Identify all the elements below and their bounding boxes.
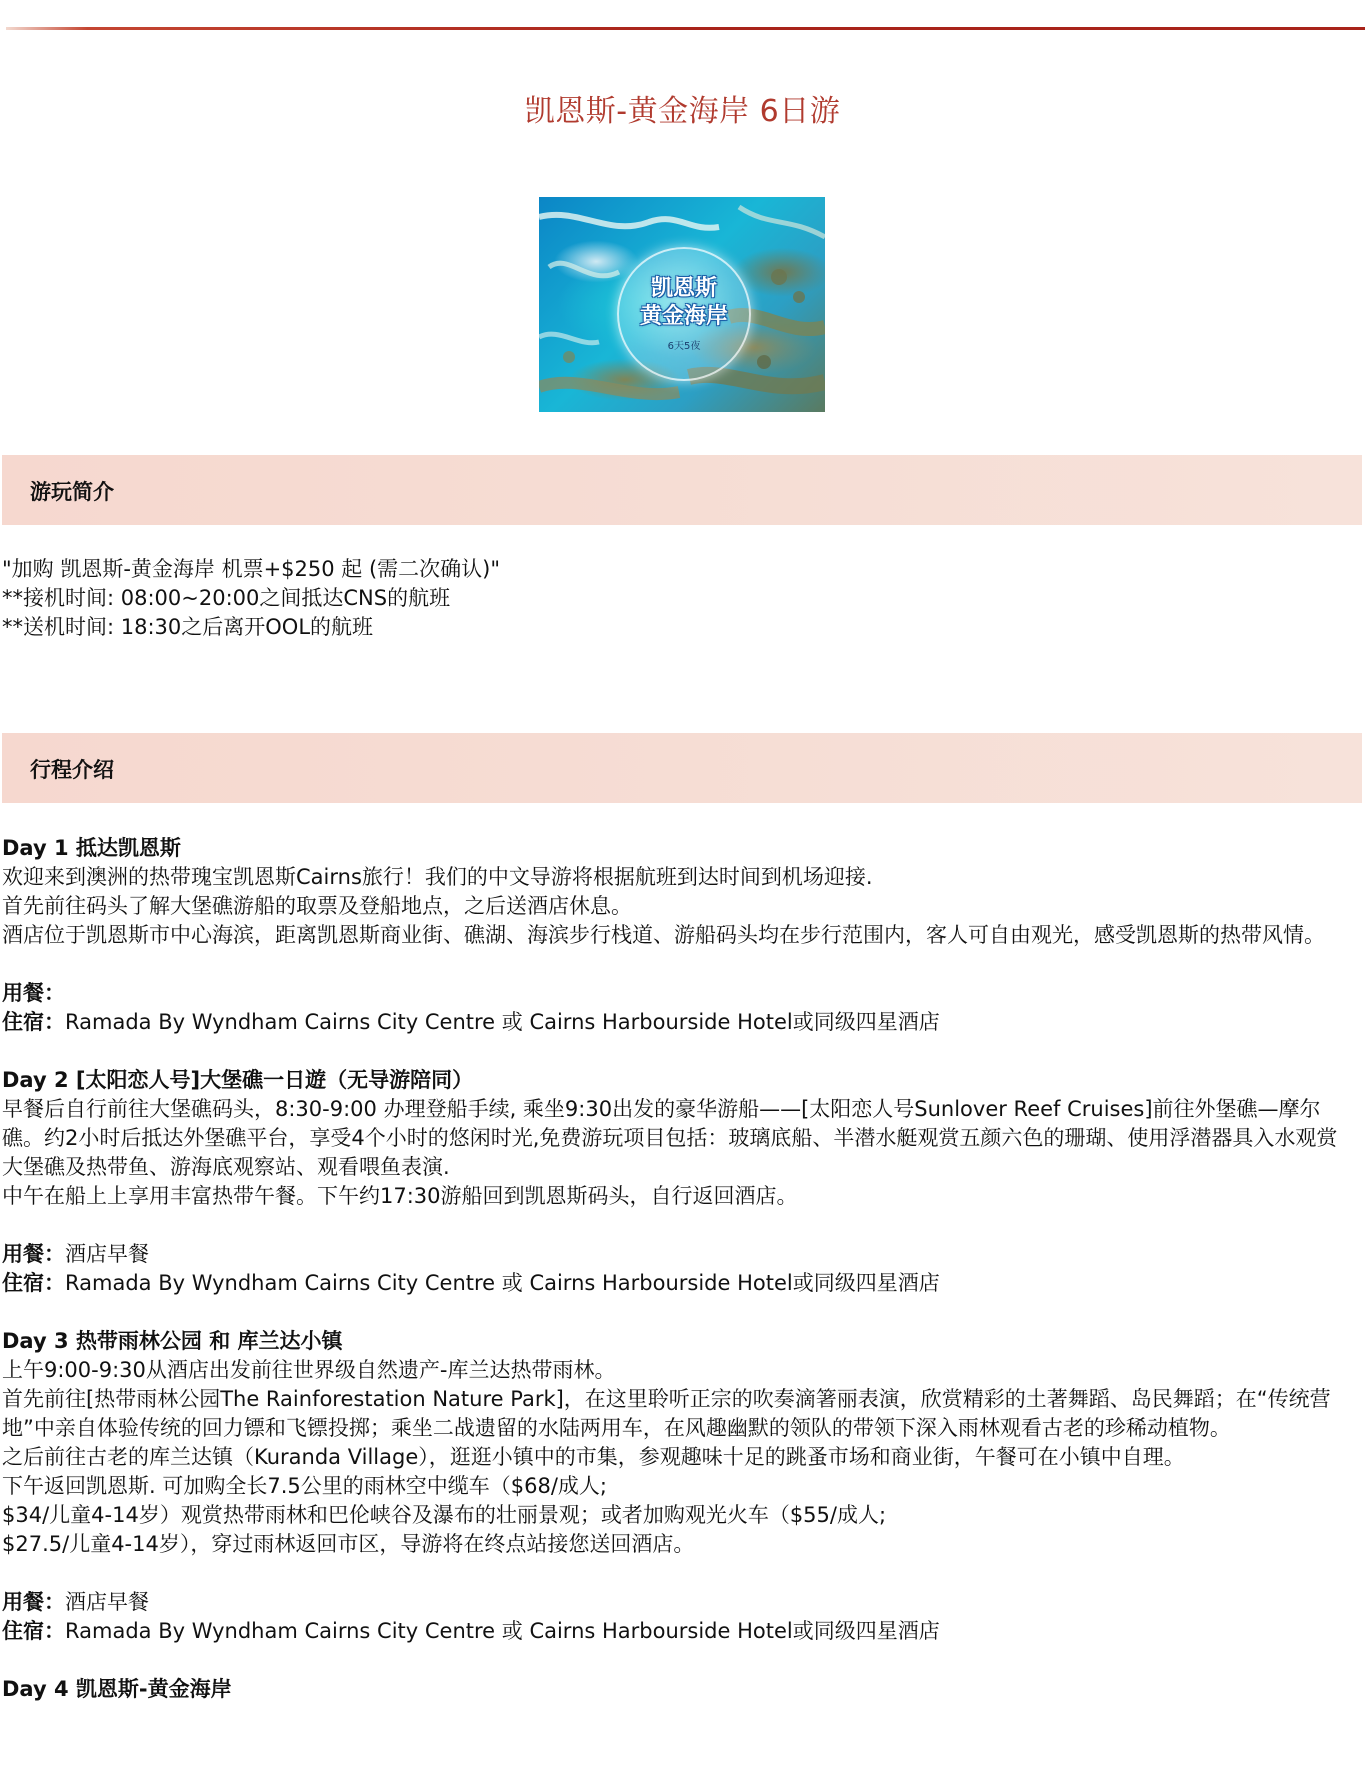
day-paragraph: 早餐后自行前往大堡礁码头，8:30-9:00 办理登船手续, 乘坐9:30出发的豪华游船——[太阳恋人号Sunlover Reef Cruises]前往外堡礁—摩尔礁。约2小时后抵达外堡礁平台，享受4个小时的悠闲时光,免费游玩项目包括：玻璃底船、半潜水艇观赏五颜六色的珊瑚、使用浮潜器具入水观赏大堡礁及热带鱼、游海底观察站、观看喂鱼表演.	[2, 1097, 1338, 1179]
stay-row	[2, 1008, 1342, 1037]
overview-line: "加购 凯恩斯-黄金海岸 机票+$250 起 (需二次确认)"	[2, 557, 501, 581]
day-paragraph: 之后前往古老的库兰达镇（Kuranda Village），逛逛小镇中的市集，参观趣味十足的跳蚤市场和商业街，午餐可在小镇中自理。	[2, 1445, 1185, 1469]
day-paragraph: 中午在船上上享用丰富热带午餐。下午约17:30游船回到凯恩斯码头，自行返回酒店。	[2, 1184, 798, 1208]
meal-label: 用餐：	[2, 1242, 65, 1266]
hero-badge	[617, 247, 751, 381]
itinerary-heading: 行程介绍	[30, 758, 114, 782]
itinerary-section-header	[2, 733, 1362, 803]
day-paragraph: $27.5/儿童4-14岁），穿过雨林返回市区，导游将在终点站接您送回酒店。	[2, 1532, 695, 1556]
hero-badge-line1: 凯恩斯	[650, 276, 717, 301]
day-paragraph: 首先前往[热带雨林公园The Rainforestation Nature Park]，在这里聆听正宗的吹奏滴箸丽表演，欣赏精彩的土著舞蹈、岛民舞蹈；在“传统营地”中亲自体验传统的回力镖和飞镖投掷；乘坐二战遗留的水陆两用车，在风趣幽默的领队的带领下深入雨林观看古老的珍稀动植物。	[2, 1387, 1331, 1440]
overview-heading: 游玩简介	[30, 480, 114, 504]
day-heading: Day 1 抵达凯恩斯	[2, 836, 181, 860]
meal-value: 酒店早餐	[65, 1590, 149, 1614]
meal-label: 用餐：	[2, 1590, 65, 1614]
top-divider	[6, 27, 1365, 30]
hero-badge-line2: 黄金海岸	[639, 304, 728, 329]
day-paragraph: 下午返回凯恩斯. 可加购全长7.5公里的雨林空中缆车（$68/成人;	[2, 1474, 607, 1498]
overview-line: **送机时间: 18:30之后离开OOL的航班	[2, 615, 374, 639]
meal-row	[2, 979, 1342, 1008]
day-paragraph: 上午9:00-9:30从酒店出发前往世界级自然遗产-库兰达热带雨林。	[2, 1358, 616, 1382]
day-paragraph: 首先前往码头了解大堡礁游船的取票及登船地点，之后送酒店休息。	[2, 894, 632, 918]
day-paragraph: $34/儿童4-14岁）观赏热带雨林和巴伦峡谷及瀑布的壮丽景观；或者加购观光火车（$55/成人;	[2, 1503, 887, 1527]
page-title: 凯恩斯-黄金海岸 6日游	[524, 94, 841, 129]
stay-row	[2, 1269, 1342, 1298]
stay-value: Ramada By Wyndham Cairns City Centre 或 Cairns Harbourside Hotel或同级四星酒店	[65, 1619, 940, 1643]
hero-image	[539, 197, 825, 412]
hero-badge-line3: 6天5夜	[667, 341, 701, 352]
meal-label: 用餐：	[2, 981, 65, 1005]
meal-value: 酒店早餐	[65, 1242, 149, 1266]
stay-value: Ramada By Wyndham Cairns City Centre 或 Cairns Harbourside Hotel或同级四星酒店	[65, 1010, 940, 1034]
overview-section-header	[2, 455, 1362, 525]
stay-label: 住宿：	[2, 1271, 65, 1295]
day-heading: Day 4 凯恩斯-黄金海岸	[2, 1677, 232, 1701]
stay-label: 住宿：	[2, 1010, 65, 1034]
day-heading: Day 2 [太阳恋人号]大堡礁一日遊（无导游陪同）	[2, 1068, 474, 1092]
stay-row	[2, 1617, 1342, 1646]
overview-line: **接机时间: 08:00~20:00之间抵达CNS的航班	[2, 586, 451, 610]
day-heading: Day 3 热带雨林公园 和 库兰达小镇	[2, 1329, 343, 1353]
day-paragraph: 欢迎来到澳洲的热带瑰宝凯恩斯Cairns旅行！我们的中文导游将根据航班到达时间到机场迎接.	[2, 865, 873, 889]
meal-row	[2, 1240, 1342, 1269]
stay-label: 住宿：	[2, 1619, 65, 1643]
itinerary-content	[2, 834, 1342, 1704]
meal-row	[2, 1588, 1342, 1617]
stay-value: Ramada By Wyndham Cairns City Centre 或 Cairns Harbourside Hotel或同级四星酒店	[65, 1271, 940, 1295]
overview-content	[2, 555, 1342, 642]
day-paragraph: 酒店位于凯恩斯市中心海滨，距离凯恩斯商业街、礁湖、海滨步行栈道、游船码头均在步行范围内，客人可自由观光，感受凯恩斯的热带风情。	[2, 923, 1325, 947]
